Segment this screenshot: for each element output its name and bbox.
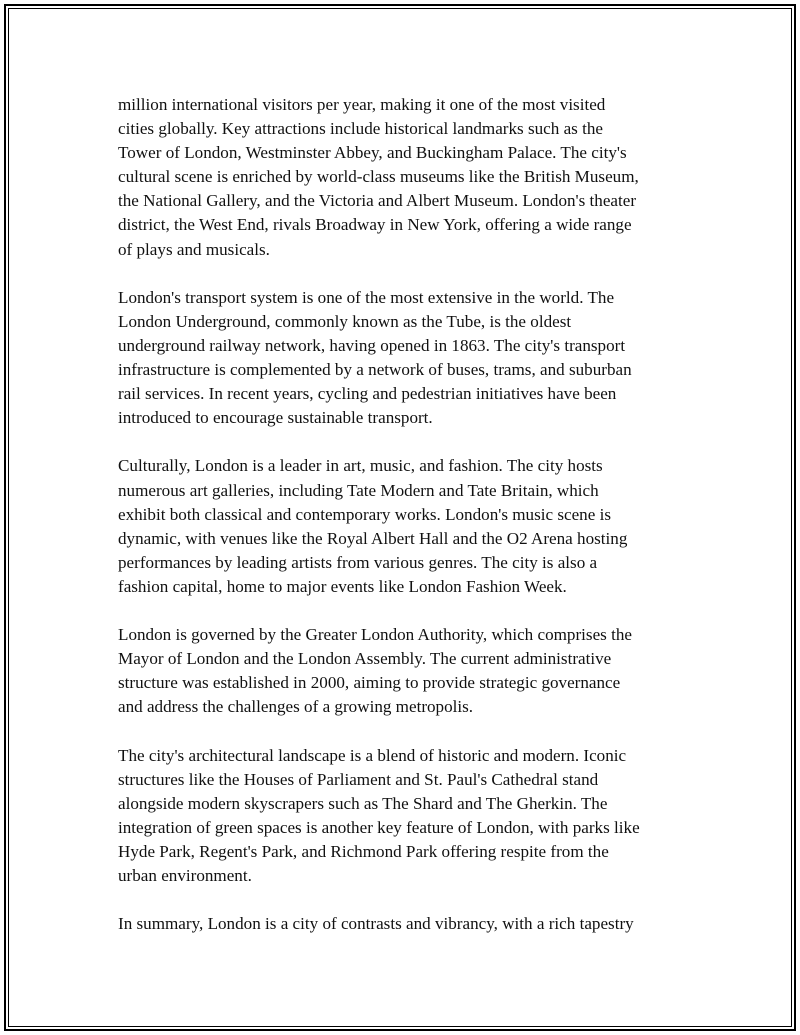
paragraph-governance: London is governed by the Greater London Authority, which comprises the Mayor of London and the London Assembly. The current administrative structure was established in 2000, aiming to provide strategic governance and address the challenges of a growing metropolis. [118, 625, 632, 717]
paragraph-architecture: The city's architectural landscape is a blend of historic and modern. Iconic structures like the Houses of Parliament and St. Paul's Cathedral stand alongside modern skyscrapers such as The Shard and The Gherkin. The integration of green spaces is another key feature of London, with parks like Hyde Park, Regent's Park, and Richmond Park offering respite from the urban environment. [118, 745, 640, 885]
document-body [118, 93, 688, 960]
paragraph-tourism: million international visitors per year, making it one of the most visited cities globally. Key attractions include historical landmarks such as the Tower of London, Westminster Abbey, and Buckingham Palace. The city's cultural scene is enriched by world-class museums like the British Museum, the National Gallery, and the Victoria and Albert Museum. London's theater district, the West End, rivals Broadway in New York, offering a wide range of plays and musicals. [118, 95, 639, 259]
paragraph-culture: Culturally, London is a leader in art, music, and fashion. The city hosts numerous art galleries, including Tate Modern and Tate Britain, which exhibit both classical and contemporary works. London's music scene is dynamic, with venues like the Royal Albert Hall and the O2 Arena hosting performances by leading artists from various genres. The city is also a fashion capital, home to major events like London Fashion Week. [118, 456, 628, 596]
paragraph-summary: In summary, London is a city of contrasts and vibrancy, with a rich tapestry [118, 914, 634, 934]
paragraph-transport: London's transport system is one of the most extensive in the world. The London Underground, commonly known as the Tube, is the oldest underground railway network, having opened in 1863. The city's transport infrastructure is complemented by a network of buses, trams, and suburban rail services. In recent years, cycling and pedestrian initiatives have been introduced to encourage sustainable transport. [118, 287, 632, 428]
